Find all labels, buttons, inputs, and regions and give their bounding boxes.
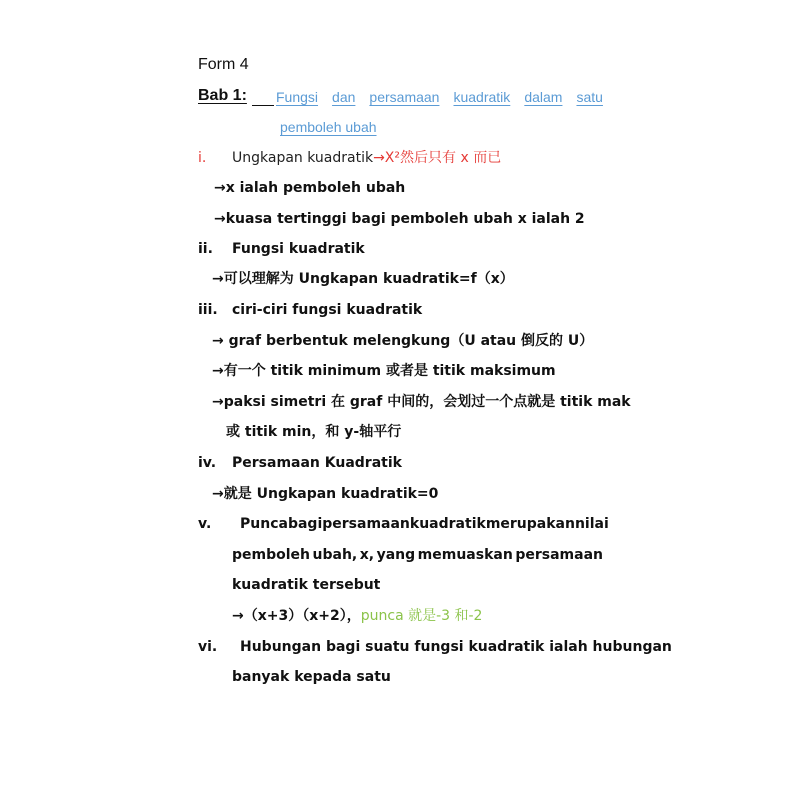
heading-word: yang [376, 547, 416, 563]
heading-word: persamaan [515, 547, 603, 563]
chapter-title-line-1 [276, 88, 603, 106]
section-heading-iv: Persamaan Kuadratik [232, 455, 402, 471]
heading-word: kuadratik [409, 516, 486, 532]
chapter-title-word: kuadratik [453, 89, 511, 105]
section-heading-v-line-3: kuadratik tersebut [232, 577, 381, 593]
section-heading-v-line-1 [240, 515, 609, 533]
section-i-point-1: →x ialah pemboleh ubah [214, 180, 406, 196]
heading-word: bagi [287, 516, 323, 532]
section-v-example [232, 607, 482, 625]
chapter-underline-gap [252, 105, 274, 106]
heading-word: memuaskan [417, 547, 513, 563]
section-i-point-2: →kuasa tertinggi bagi pemboleh ubah x ialah 2 [214, 211, 585, 227]
section-numeral-vi: vi. [198, 639, 218, 655]
chapter-title-word: Fungsi [276, 89, 319, 105]
section-heading-ii: Fungsi kuadratik [232, 241, 365, 257]
section-numeral-ii: ii. [198, 241, 213, 257]
chapter-label: Bab 1: [198, 87, 247, 104]
section-heading-vi-line-1: Hubungan bagi suatu fungsi kuadratik ialah hubungan [240, 639, 672, 655]
heading-word: x, [359, 547, 375, 563]
section-numeral-iv: iv. [198, 455, 217, 471]
heading-word: nilai [574, 516, 609, 532]
section-heading-i [232, 149, 501, 167]
section-numeral-v: v. [198, 516, 212, 532]
section-iii-point-3-cont: 或 titik min，和 y-轴平行 [226, 424, 402, 440]
section-iii-point-2: →有一个 titik minimum 或者是 titik maksimum [212, 363, 556, 379]
chapter-title-word: persamaan [369, 89, 440, 105]
section-numeral-iii: iii. [198, 302, 218, 318]
heading-word: pemboleh [232, 547, 311, 563]
section-heading-iii: ciri-ciri fungsi kuadratik [232, 302, 423, 318]
heading-word: merupakan [485, 516, 575, 532]
section-iii-point-1: → graf berbentuk melengkung（U atau 倒反的 U） [212, 333, 594, 349]
chapter-title-word: dalam [524, 89, 563, 105]
form-title: Form 4 [198, 56, 249, 73]
section-numeral-i: i. [198, 150, 207, 166]
heading-word: ubah, [312, 547, 358, 563]
section-heading-note: →X²然后只有 x 而已 [373, 150, 502, 166]
section-iv-point-1: →就是 Ungkapan kuadratik=0 [212, 486, 439, 502]
chapter-title-word: satu [576, 89, 603, 105]
section-heading-v-line-2 [232, 546, 603, 564]
section-iii-point-3: →paksi simetri 在 graf 中间的，会划过一个点就是 titik mak [212, 394, 631, 410]
section-ii-point-1: →可以理解为 Ungkapan kuadratik=f（x） [212, 271, 514, 287]
example-note: punca 就是-3 和-2 [360, 608, 483, 624]
chapter-title-word: dan [332, 89, 356, 105]
section-heading-text: Ungkapan kuadratik [232, 150, 374, 166]
heading-word: persamaan [322, 516, 410, 532]
heading-word: Punca [240, 516, 288, 532]
chapter-title-line-2: pemboleh ubah [280, 119, 377, 135]
example-expression: →（x+3）（x+2）， [232, 608, 361, 624]
section-heading-vi-line-2: banyak kepada satu [232, 669, 391, 685]
